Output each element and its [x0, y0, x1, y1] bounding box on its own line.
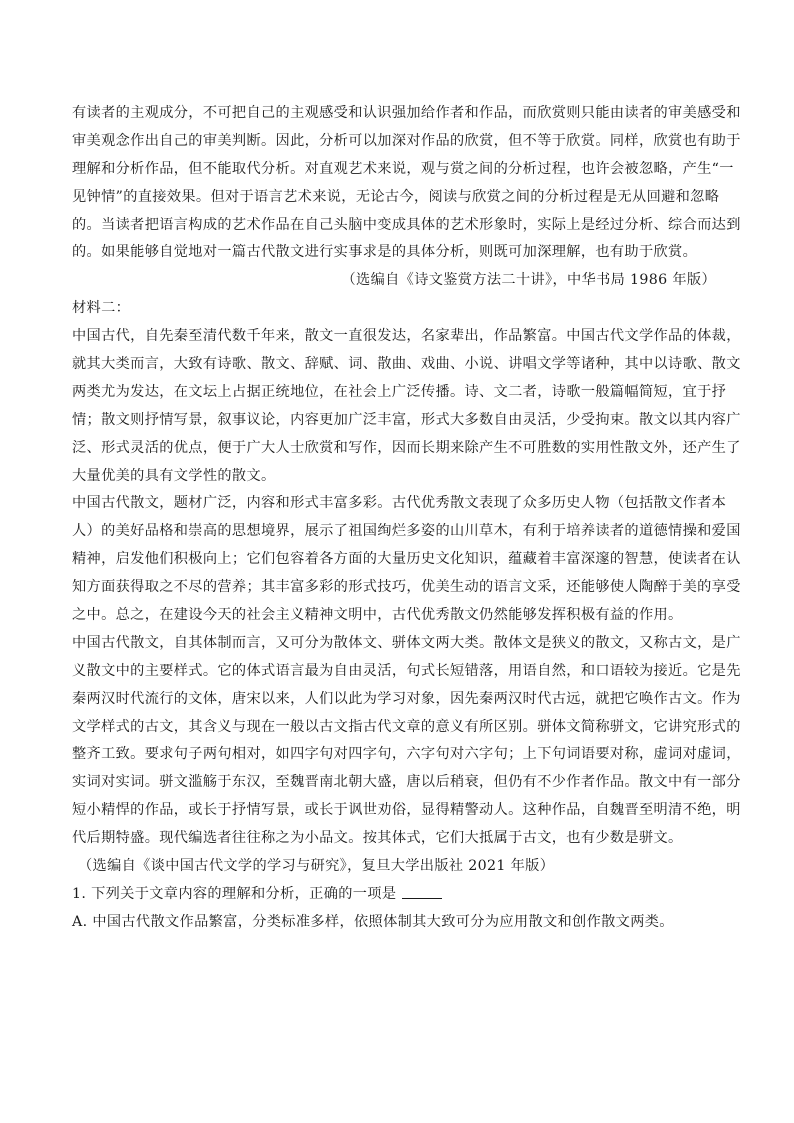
text-line: 之中。总之，在建设今天的社会主义精神文明中，古代优秀散文仍然能够发挥积极有益的作用。: [72, 607, 683, 624]
text-line: 中国古代散文，题材广泛，内容和形式丰富多彩。古代优秀散文表现了众多历史人物（包括散文作者本: [72, 495, 727, 512]
text-line: 泛、形式灵活的优点，便于广大人士欣赏和写作，因而长期来除产生不可胜数的实用性散文外，还产生了: [72, 439, 741, 456]
text-line: 审美观念作出自己的审美判断。因此，分析可以加深对作品的欣赏，但不等于欣赏。同样，欣赏也有助于: [72, 132, 741, 149]
text-line: 有读者的主观成分，不可把自己的主观感受和认识强加给作者和作品，而欣赏则只能由读者的审美感受和: [72, 105, 741, 121]
text-line: 整齐工致。要求句子两句相对，如四字句对四字句，六字句对六字句；上下句词语要对称，虚词对虚词，: [72, 746, 741, 763]
text-line: 义散文中的主要样式。它的体式语言最为自由灵活，句式长短错落，用语自然，和口语较为接近。它是先: [72, 662, 741, 679]
material-two-paragraph-3: [72, 630, 741, 853]
text-line: 两类尤为发达，在文坛上占据正统地位，在社会上广泛传播。诗、文二者，诗歌一般篇幅简短，宜于抒: [72, 383, 727, 400]
text-line: 就其大类而言，大致有诗歌、散文、辞赋、词、散曲、戏曲、小说、讲唱文学等诸种，其中以诗歌、散文: [72, 356, 741, 373]
text-line: 情；散文则抒情写景，叙事议论，内容更加广泛丰富，形式大多数自由灵活，少受拘束。散文以其内容广: [72, 411, 741, 428]
answer-blank[interactable]: [402, 884, 442, 899]
text-line: 短小精悍的作品，或长于抒情写景，或长于讽世劝俗，显得精警动人。这种作品，自魏晋至明清不绝，明: [72, 802, 741, 819]
document-page: [72, 100, 741, 937]
text-line: 精神，启发他们积极向上；它们包容着各方面的大量历史文化知识，蕴藏着丰富深邃的智慧，使读者在认: [72, 551, 741, 568]
text-line: 见钟情”的直接效果。但对于语言艺术来说，无论古今，阅读与欣赏之间的分析过程是无从回避和忽略: [72, 188, 720, 205]
question-1-option-a: A. 中国古代散文作品繁富，分类标准多样，依照体制其大致可分为应用散文和创作散文两类。: [72, 913, 674, 930]
text-line: 知方面获得取之不尽的营养；其丰富多彩的形式技巧，优美生动的语言文采，还能够使人陶醉于美的享受: [72, 579, 741, 596]
text-line: 的。如果能够自觉地对一篇古代散文进行实事求是的具体分析，则既可加深理解，也有助于欣赏。: [72, 244, 698, 261]
text-line: 的。当读者把语言构成的艺术作品在自己头脑中变成具体的艺术形象时，实际上是经过分析、综合而达到: [72, 216, 741, 233]
text-line: 代后期特盛。现代编选者往往称之为小品文。按其体式，它们大抵属于古文，也有少数是骈文。: [72, 830, 683, 847]
material-two-heading: 材料二：: [72, 300, 131, 317]
question-1: [72, 881, 722, 909]
text-line: 实词对实词。骈文滥觞于东汉，至魏晋南北朝大盛，唐以后稍衰，但仍有不少作者作品。散文中有一部分: [72, 774, 741, 791]
question-1-stem: 1. 下列关于文章内容的理解和分析，正确的一项是: [72, 885, 397, 902]
text-line: 秦两汉时代流行的文体，唐宋以来，人们以此为学习对象，因先秦两汉时代古远，就把它唤作古文。作为: [72, 690, 741, 707]
material-one-continuation: [72, 100, 741, 267]
material-two-paragraph-2: [72, 490, 741, 629]
text-line: 文学样式的古文，其含义与现在一般以古文指古代文章的意义有所区别。骈体文简称骈文，它讲究形式的: [72, 718, 741, 735]
text-line: 中国古代散文，自其体制而言，又可分为散体文、骈体文两大类。散体文是狭义的散文，又称古文，是广: [72, 634, 741, 651]
material-two-paragraph-1: [72, 323, 741, 490]
source-citation-two: （选编自《谈中国古代文学的学习与研究》，复旦大学出版社 2021 年版）: [78, 858, 555, 875]
text-line: 人）的美好品格和崇高的思想境界，展示了祖国绚烂多姿的山川草木，有利于培养读者的道德情操和爱国: [72, 523, 741, 540]
text-line: 中国古代，自先秦至清代数千年来，散文一直很发达，名家辈出，作品繁富。中国古代文学作品的体裁，: [72, 328, 741, 345]
text-line: 大量优美的具有文学性的散文。: [72, 467, 276, 484]
source-citation-one: （选编自《诗文鉴赏方法二十讲》，中华书局 1986 年版）: [341, 272, 716, 289]
text-line: 理解和分析作品，但不能取代分析。对直观艺术来说，观与赏之间的分析过程，也许会被忽略，产生“一: [72, 160, 734, 177]
